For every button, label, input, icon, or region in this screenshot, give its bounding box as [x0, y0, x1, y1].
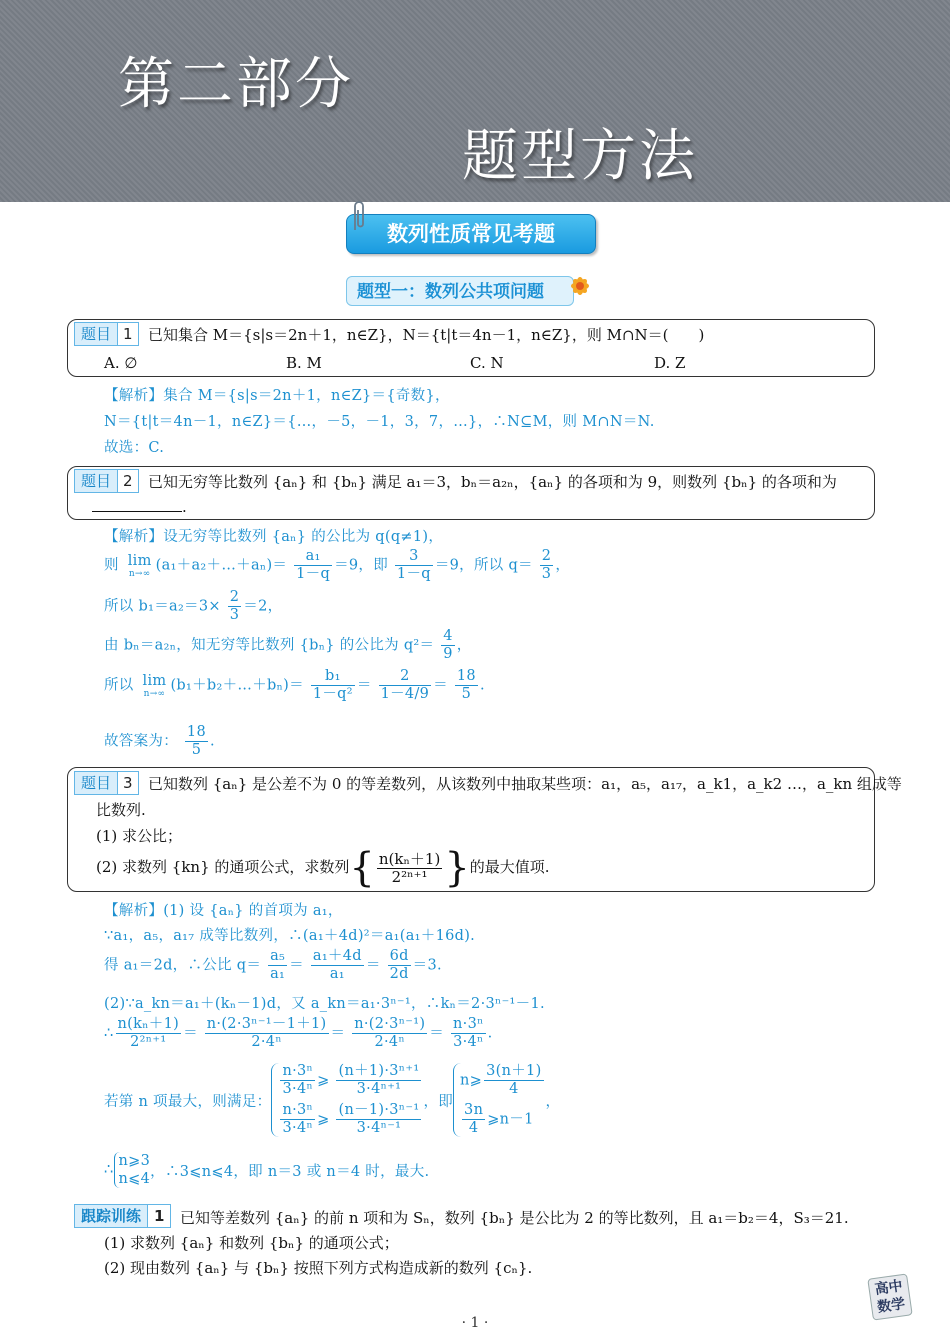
- solution-text: (1) 设 {aₙ} 的首项为 a₁，: [163, 903, 343, 919]
- topic-title-box: [346, 214, 596, 254]
- solution-3-line-7: [104, 1152, 429, 1188]
- case-group-1: [271, 1063, 423, 1137]
- num: n·3ⁿ: [282, 1102, 314, 1118]
- text: ∴: [104, 1162, 114, 1178]
- question-2-blank-line: [92, 497, 187, 516]
- den: 2²ⁿ⁺¹: [130, 1034, 167, 1050]
- num: a₅: [270, 948, 286, 964]
- solution-text: 集合 M＝{s|s＝2n＋1，n∈Z}＝{奇数}，: [163, 388, 450, 404]
- period: .: [182, 498, 187, 516]
- question-number: 3: [117, 772, 138, 794]
- question-label-text: 题目: [81, 472, 112, 490]
- solution-label: 【解析】: [104, 388, 164, 404]
- fraction: [280, 1063, 315, 1098]
- den: 5: [461, 686, 472, 702]
- fraction: [268, 948, 287, 983]
- den: 2d: [389, 966, 409, 982]
- question-3-stem-line-2: 比数列.: [96, 801, 146, 819]
- follow-label-text: 跟踪训练: [81, 1207, 142, 1225]
- solution-3-line-3: 得 a₁＝2d，∴公比 q＝ $\frac{\text{a₅}}{\text{a₁}}$ ＝ $\frac{\text{a₁＋4d}}{\text{a₁}}$ ＝ $\frac{6d}{2d}$ ＝3.: [104, 948, 442, 982]
- fraction: [540, 548, 554, 583]
- question-1-label: [74, 322, 139, 346]
- num: 18: [186, 724, 206, 740]
- den: 3·4ⁿ⁻¹: [356, 1120, 402, 1136]
- solution-2-line-4: [104, 628, 472, 663]
- text: n⩾: [460, 1072, 483, 1089]
- text: 所以: [104, 677, 134, 694]
- answer-blank: [92, 497, 182, 512]
- solution-label: 【解析】: [104, 903, 164, 919]
- text: 的最大值项.: [469, 858, 550, 876]
- lim: lim: [142, 672, 167, 689]
- fraction: [441, 628, 455, 663]
- text: ，即: [423, 1093, 454, 1110]
- case-row: n⩾3: [118, 1153, 151, 1169]
- den: 9: [443, 646, 453, 662]
- question-3-part-2: [96, 845, 550, 891]
- den: 1－q²: [312, 686, 353, 702]
- num: 3n: [464, 1102, 484, 1118]
- solution-1-line-3: 故选：C.: [104, 440, 165, 456]
- text: 若第 n 项最大，则满足：: [104, 1093, 272, 1110]
- follow-stem: 已知等差数列 {aₙ} 的前 n 项和为 Sₙ，数列 {bₙ} 是公比为 2 的等比数列，且 a₁＝b₂＝4，S₃＝21.: [180, 1209, 849, 1227]
- num: 18: [456, 668, 476, 684]
- follow-part-2: (2) 现由数列 {aₙ} 与 {bₙ} 按照下列方式构造成新的数列 {cₙ}.: [104, 1259, 533, 1277]
- den: 2·4ⁿ: [374, 1034, 406, 1050]
- fraction: [451, 1016, 486, 1051]
- solution-2-line-1: [104, 525, 443, 546]
- question-number: 1: [117, 323, 138, 345]
- solution-3-line-2: ∵a₁，a₅，a₁₇ 成等比数列，∴(a₁＋4d)²＝a₁(a₁＋16d).: [104, 928, 476, 944]
- den: 3·4ⁿ⁺¹: [356, 1081, 402, 1097]
- num: n·(2·3ⁿ⁻¹－1＋1): [206, 1016, 327, 1032]
- text: ＝9，所以 q＝: [434, 557, 533, 574]
- fraction: [311, 948, 364, 983]
- den: 1－q: [296, 566, 331, 582]
- text: (2) 求数列 {kn} 的通项公式，求数列: [96, 858, 350, 876]
- num: 4: [443, 628, 453, 644]
- text: ⩾n－1: [487, 1111, 534, 1128]
- den: a₁: [270, 966, 286, 982]
- text: ＝3.: [412, 957, 442, 974]
- question-3-stem-line-1: 已知数列 {aₙ} 是公差不为 0 的等差数列，从该数列中抽取某些项：a₁，a₅，a₁₇，a_k1，a_k2 …，a_kn 组成等: [148, 775, 902, 793]
- case-row: $\frac{\text{n·3ⁿ}}{\text{3·4ⁿ}}$ ⩾ $\frac{\text{(n－1)·3ⁿ⁻¹}}{\text{3·4ⁿ⁻¹}}$: [282, 1102, 420, 1136]
- lim-sub: n→∞: [128, 568, 151, 579]
- num: n(kₙ＋1): [378, 849, 441, 868]
- solution-label: 【解析】: [104, 529, 164, 545]
- num: 3(n＋1): [486, 1063, 542, 1079]
- limit: [126, 553, 154, 579]
- follow-part-1: (1) 求数列 {aₙ} 和数列 {bₙ} 的通项公式；: [104, 1234, 399, 1252]
- solution-2-line-2: 则 lim n→∞ (a₁＋a₂＋…＋aₙ)＝ $\frac{\text{a₁}}{1-q}$ ＝9，即 $\frac{3}{1-q}$ ＝9，所以 q＝ $\frac{2}{3}$ ，: [104, 548, 571, 582]
- text: 故答案为：: [104, 733, 178, 750]
- case-row: [460, 1102, 546, 1137]
- text: ，: [456, 637, 472, 654]
- fraction: [395, 548, 433, 583]
- fraction: [205, 1016, 329, 1051]
- case-row: [460, 1063, 546, 1098]
- fraction: [311, 668, 355, 703]
- solution-2-line-5: 所以 lim n→∞ (b₁＋b₂＋…＋bₙ)＝ $\frac{\text{b₁}}{\text{1－q²}}$ ＝ $\frac{2}{1-4/9}$ ＝ $\frac{18}{5}$ .: [104, 668, 485, 702]
- fraction: [388, 948, 411, 983]
- method-title: 题型方法: [462, 124, 698, 189]
- question-1-stem: 已知集合 M＝{s|s＝2n＋1，n∈Z}，N＝{t|t＝4n－1，n∈Z}，则 M∩N＝( ): [148, 326, 705, 344]
- text: ＝2，: [243, 598, 283, 615]
- text: (b₁＋b₂＋…＋bₙ)＝: [170, 677, 304, 694]
- num: n·3ⁿ: [282, 1063, 314, 1079]
- solution-2-line-6: 故答案为： $\frac{18}{5}$ .: [104, 724, 215, 758]
- text: ，∴3⩽n⩽4，即 n＝3 或 n＝4 时，最大.: [150, 1163, 430, 1180]
- case-group-3: [114, 1152, 151, 1188]
- question-2-stem: 已知无穷等比数列 {aₙ} 和 {bₙ} 满足 a₁＝3，bₙ＝a₂ₙ，{aₙ} 的各项和为 9，则数列 {bₙ} 的各项和为: [148, 473, 837, 491]
- solution-3-line-4: (2)∵a_kn＝a₁＋(kₙ－1)d，又 a_kn＝a₁·3ⁿ⁻¹，∴kₙ＝2·3ⁿ⁻¹－1.: [104, 996, 545, 1012]
- fraction: [379, 668, 432, 703]
- num: n(kₙ＋1): [117, 1016, 180, 1032]
- num: a₁＋4d: [312, 948, 362, 964]
- num: n·3ⁿ: [453, 1016, 484, 1032]
- fraction: [336, 1063, 421, 1098]
- question-number: 2: [117, 470, 138, 492]
- fraction: [484, 1063, 543, 1098]
- text: 得 a₁＝2d，∴公比 q＝: [104, 957, 262, 974]
- den: 3·4ⁿ: [282, 1081, 314, 1097]
- left-brace: {: [349, 845, 375, 891]
- option-c: C. N: [470, 354, 504, 372]
- question-3-label: [74, 771, 139, 795]
- question-3-part-1: (1) 求公比；: [96, 827, 183, 845]
- den: 4: [468, 1120, 479, 1136]
- question-2-label: [74, 469, 139, 493]
- solution-1-line-1: [104, 384, 450, 405]
- follow-number: 1: [147, 1205, 170, 1227]
- fraction: [185, 724, 208, 759]
- num: (n＋1)·3ⁿ⁺¹: [338, 1063, 420, 1079]
- case-row: n⩽4: [118, 1171, 151, 1187]
- num: 6d: [389, 948, 409, 964]
- fraction: [280, 1102, 315, 1137]
- limit: [141, 673, 169, 699]
- text: 则: [104, 557, 119, 574]
- header-banner: [0, 0, 950, 202]
- den: 2²ⁿ⁺¹: [391, 867, 428, 886]
- num: n·(2·3ⁿ⁻¹): [354, 1016, 426, 1032]
- fraction: [455, 668, 478, 703]
- num: a₁: [294, 548, 332, 566]
- paperclip-icon: [350, 200, 366, 232]
- fraction: [294, 548, 332, 583]
- den: 5: [191, 742, 202, 758]
- den: 3: [541, 566, 552, 582]
- logo: 高中数学: [867, 1273, 912, 1320]
- den: 4: [509, 1081, 519, 1097]
- num: 2: [379, 668, 432, 686]
- num: (n－1)·3ⁿ⁻¹: [338, 1102, 420, 1118]
- solution-2-line-3: [104, 589, 282, 624]
- option-b: B. M: [286, 354, 322, 372]
- question-label-text: 题目: [81, 774, 112, 792]
- solution-3-line-5: ∴ $\frac{\text{n(kₙ＋1)}}{\text{2²ⁿ⁺¹}}$ ＝ $\frac{\text{n·(2·3ⁿ⁻¹－1＋1)}}{\text{2·4ⁿ}}$ ＝ $\frac{\text{n·(2·3ⁿ⁻¹)}}{\text{2·4ⁿ}}$ ＝ $\frac{\text{n·3ⁿ}}{\text{3·4ⁿ}}$ .: [104, 1016, 493, 1050]
- den: 3·4ⁿ: [453, 1034, 484, 1050]
- lim-sub: n→∞: [143, 688, 166, 699]
- flower-icon: [562, 268, 598, 304]
- right-brace: }: [444, 845, 470, 891]
- text: 所以 b₁＝a₂＝3×: [104, 598, 221, 615]
- den: 1－4/9: [380, 686, 430, 702]
- fraction: [377, 851, 443, 886]
- solution-3-line-6: 若第 n 项最大，则满足： $\frac{\text{n·3ⁿ}}{\text{3·4ⁿ}}$ ⩾ $\frac{\text{(n＋1)·3ⁿ⁺¹}}{\text{3·4ⁿ⁺¹}}$ $\frac{\text{n·3ⁿ}}{\text{3·4ⁿ}}$ ⩾ $\frac{\text{(n－1)·3ⁿ⁻¹}}{\text{3·4ⁿ⁻¹}}$ ，即 n⩾ $\frac{3(n+1)}{4}$ $\frac{3n}{4}$ ⩾n－1 ，: [104, 1063, 561, 1136]
- topic-title: 数列性质常见考题: [346, 214, 596, 254]
- num: 2: [541, 548, 552, 564]
- den: 3: [229, 607, 240, 623]
- fraction: [336, 1102, 421, 1137]
- num: b₁: [311, 668, 355, 686]
- den: 2·4ⁿ: [251, 1034, 282, 1050]
- text: 由 bₙ＝a₂ₙ，知无穷等比数列 {bₙ} 的公比为 q²＝: [104, 637, 435, 654]
- den: 3·4ⁿ: [282, 1120, 314, 1136]
- case-group-2: [453, 1063, 546, 1137]
- lim: lim: [127, 552, 152, 569]
- den: 1－q: [396, 566, 431, 582]
- fraction: [228, 589, 242, 624]
- num: 2: [229, 589, 240, 605]
- den: a₁: [329, 966, 345, 982]
- num: 3: [395, 548, 433, 566]
- fraction: [352, 1016, 427, 1051]
- solution-3-line-1: [104, 899, 343, 920]
- solution-1-line-2: N＝{t|t＝4n－1，n∈Z}＝{…，－5，－1，3，7，…}，∴N⊆M，则 M∩N＝N.: [104, 414, 655, 430]
- question-label-text: 题目: [81, 325, 112, 343]
- option-a: A. ∅: [104, 354, 138, 372]
- follow-training-label: [74, 1204, 171, 1228]
- part-title: 第二部分: [118, 52, 354, 117]
- text: (a₁＋a₂＋…＋aₙ)＝: [155, 557, 288, 574]
- page-number: · 1 ·: [461, 1315, 489, 1331]
- type-title: 题型一：数列公共项问题: [346, 276, 574, 306]
- solution-text: 设无穷等比数列 {aₙ} 的公比为 q(q≠1)，: [163, 529, 444, 545]
- option-d: D. Z: [654, 354, 686, 372]
- text: ＝9，即: [334, 557, 388, 574]
- fraction: [462, 1102, 485, 1137]
- case-row: $\frac{\text{n·3ⁿ}}{\text{3·4ⁿ}}$ ⩾ $\frac{\text{(n＋1)·3ⁿ⁺¹}}{\text{3·4ⁿ⁺¹}}$: [282, 1063, 420, 1097]
- fraction: [116, 1016, 182, 1051]
